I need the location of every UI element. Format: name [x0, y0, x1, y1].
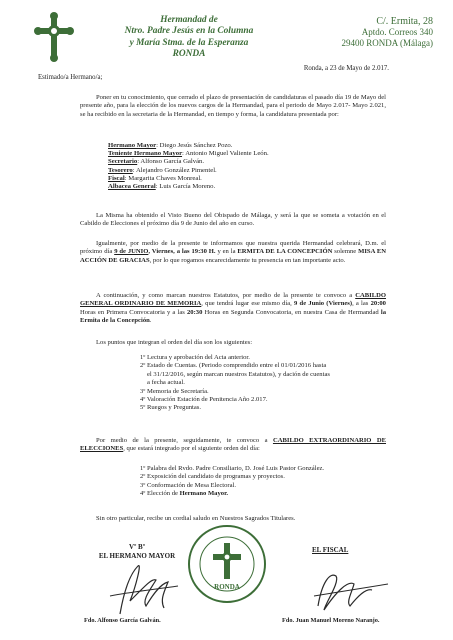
- agenda-item: 4º Valoración Estación de Penitencia Año 2.017.: [140, 396, 268, 404]
- brotherhood-seal-stamp: [186, 523, 268, 605]
- signature-right: [296, 562, 396, 618]
- candidate-row: Albacea General: Luis García Moreno.: [108, 183, 216, 191]
- agenda-item: 3º Memoria de Secretaría.: [140, 387, 209, 395]
- paragraph-agenda-intro: Los puntos que integran el orden del día son los siguientes:: [96, 339, 253, 346]
- signature-left: [90, 556, 190, 618]
- greeting: Estimado/a Hermano/a;: [38, 74, 103, 81]
- paragraph-approval: La Misma ha obtenido el Visto Bueno del Obispado de Málaga, y será la que se someta a votación en el Cabildo de Elecciones el próximo día 9 de Junio del año en curso.: [80, 212, 386, 228]
- agenda-item-continued: el 31/12/2016, según marcan nuestros Estatutos), y dación de cuentas: [147, 370, 330, 378]
- stamp-text: RONDA: [214, 583, 240, 591]
- candidate-row: Secretario: Alfonso García Galván.: [108, 158, 205, 166]
- agenda-item-continued: a fecha actual.: [147, 379, 185, 387]
- signatory-right-name: Fdo. Juan Manuel Moreno Naranjo.: [282, 617, 380, 624]
- paragraph-ordinary-chapter: A continuación, y como marcan nuestros Estatutos, por medio de la presente te convoco a CABILDO GENERAL ORDINARIO DE MEMORIA, que tendrá lugar ese mismo día, 9 de Junio (Viernes), a las 20:00 Horas en Primera Convocatoria y a las 20:30 Horas en Segunda Convocatoria, en nuestra Casa de Hermandad la Ermita de la Concepción.: [80, 292, 386, 325]
- closing-line: Sin otro particular, recibe un cordial saludo en Nuestros Sagrados Titulares.: [96, 515, 296, 522]
- signatory-left-name: Fdo. Alfonso García Galván.: [84, 617, 161, 624]
- agenda-extraordinary: [140, 465, 324, 499]
- organization-name: Hermandad de Ntro. Padre Jesús en la Columna y María Stma. de la Esperanza RONDA: [124, 15, 254, 59]
- candidate-list: [108, 142, 269, 191]
- agenda-ordinary: [140, 354, 330, 413]
- candidate-row: Teniente Hermano Mayor: Antonio Miguel Valiente León.: [108, 150, 269, 158]
- agenda-item: 2º Exposición del candidato de programas y proyectos.: [140, 473, 285, 481]
- letter-date: Ronda, a 23 de Mayo de 2.017.: [303, 65, 389, 72]
- agenda-item: 3º Conformación de Mesa Electoral.: [140, 481, 236, 489]
- brotherhood-cross-logo: [34, 12, 74, 62]
- candidate-row: Fiscal: Margarita Chaves Monreal.: [108, 174, 202, 182]
- agenda-item: 1º Lectura y aprobación del Acta anterior.: [140, 354, 250, 361]
- candidate-row: Hermano Mayor: Diego Jesús Sánchez Pozo.: [108, 142, 233, 149]
- signature-block-right-title: EL FISCAL: [312, 546, 349, 554]
- signature-block-left-title: Vº Bº EL HERMANO MAYOR: [98, 543, 176, 560]
- agenda-item: 1º Palabra del Rvdo. Padre Consiliario, D. José Luis Pastor González.: [140, 465, 325, 472]
- organization-address: C/. Ermita, 28 Aptdo. Correos 340 29400 RONDA (Málaga): [341, 16, 433, 48]
- agenda-item: 2º Estado de Cuentas. (Periodo comprendido entre el 01/01/2016 hasta: [140, 362, 327, 370]
- candidate-row: Tesorero: Alejandro González Pimentel.: [108, 166, 217, 174]
- agenda-item: 5º Ruegos y Preguntas.: [140, 404, 202, 412]
- paragraph-candidacy: Poner en tu conocimiento, que cerrado el plazo de presentación de candidaturas el pasado día 19 de Mayo del presente año, para la elección de los nuevos cargos de la Hermandad, para el periodo de Mayo 2.017- Mayo 2.021, se ha recibido en la secretaria de la Hermandad, en tiempo y forma, la candidatura presentada por:: [80, 94, 386, 118]
- paragraph-mass: Igualmente, por medio de la presente te informamos que nuestra querida Hermandad celebrará, D.m. el próximo día 9 de JUNIO, Viernes, a las 19:30 H. y en la ERMITA DE LA CONCEPCIÓN solemne MISA EN ACCIÓN DE GRACIAS, por lo que rogamos encarecidamente tu presencia en tan importante acto.: [80, 240, 387, 264]
- agenda-item: 4º Elección de Hermano Mayor.: [140, 490, 229, 498]
- paragraph-extraordinary-chapter: Por medio de la presente, seguidamente, te convoco a CABILDO EXTRAORDINARIO DE ELECCIONES, que estará integrado por el siguiente orden del día:: [80, 437, 387, 453]
